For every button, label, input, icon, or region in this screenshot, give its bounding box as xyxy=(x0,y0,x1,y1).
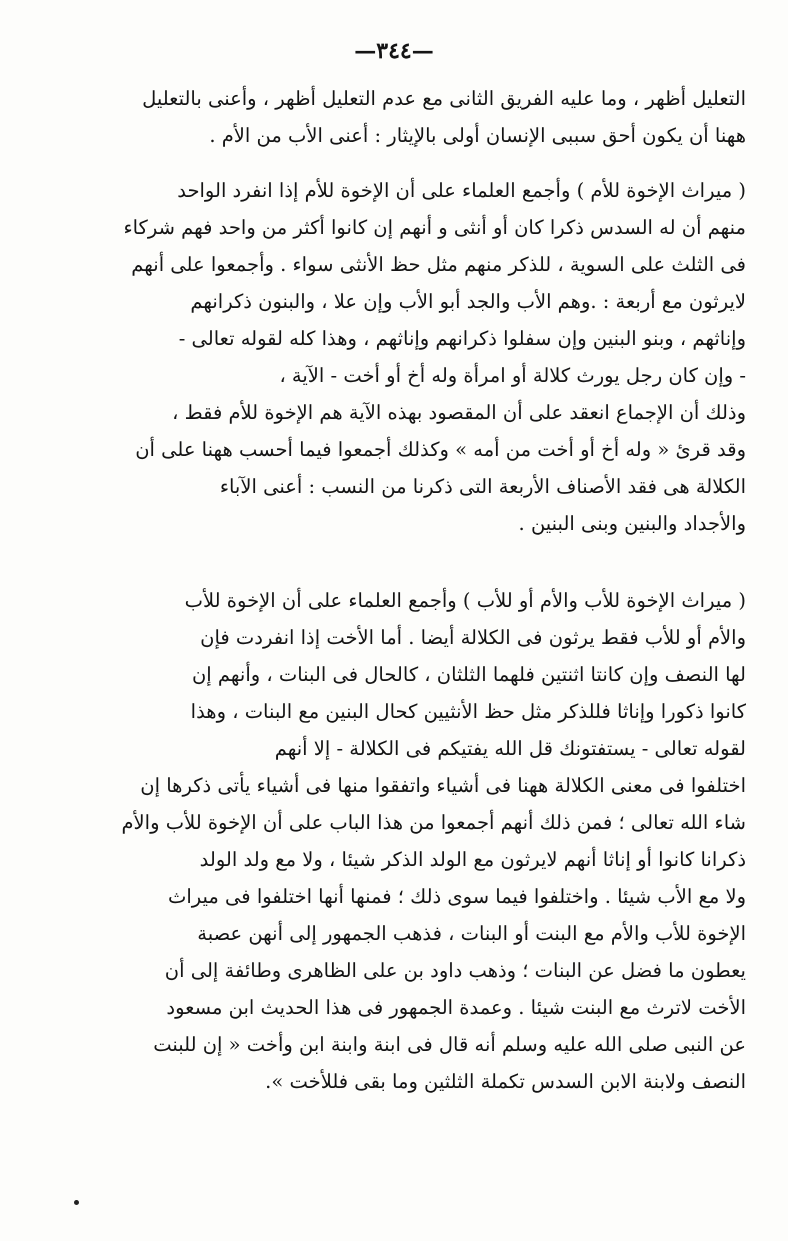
text-line: وقد قرئ « وله أخ أو أخت من أمه » وكذلك أجمعوا فيما أحسب ههنا على أن xyxy=(135,438,746,461)
text-line: منهم أن له السدس ذكرا كان أو أنثى و أنهم إن كانوا أكثر من واحد فهم شركاء xyxy=(123,216,746,239)
text-line: كانوا ذكورا وإناثا فللذكر مثل حظ الأنثيين كحال البنين مع البنات ، وهذا xyxy=(190,700,746,723)
paragraph-2-maternal-siblings xyxy=(46,172,746,542)
text-line: فى الثلث على السوية ، للذكر منهم مثل حظ الأنثى سواء . وأجمعوا على أنهم xyxy=(131,253,746,276)
text-line: شاء الله تعالى ؛ فمن ذلك أنهم أجمعوا من هذا الباب على أن الإخوة للأب والأم xyxy=(121,811,746,834)
text-line: والأجداد والبنين وبنى البنين . xyxy=(518,512,746,535)
text-line: ههنا أن يكون أحق سببى الإنسان أولى بالإيثار : أعنى الأب من الأم . xyxy=(209,124,746,147)
text-line: ذكرانا كانوا أو إناثا أنهم لايرثون مع الولد الذكر شيئا ، ولا مع ولد الولد xyxy=(199,848,746,871)
paragraph-1 xyxy=(46,80,746,154)
text-line: الأخت لاترث مع البنت شيئا . وعمدة الجمهور فى هذا الحديث ابن مسعود xyxy=(166,996,746,1019)
quran-verse-line: لقوله تعالى - يستفتونك قل الله يفتيكم فى الكلالة - إلا أنهم xyxy=(274,737,746,760)
text-line: اختلفوا فى معنى الكلالة ههنا فى أشياء واتفقوا منها فى أشياء يأتى ذكرها إن xyxy=(140,774,746,797)
text-line: الإخوة للأب والأم مع البنت أو البنات ، فذهب الجمهور إلى أنهن عصبة xyxy=(197,922,746,945)
ink-dot xyxy=(74,1200,79,1205)
text-line: وذلك أن الإجماع انعقد على أن المقصود بهذه الآية هم الإخوة للأم فقط ، xyxy=(172,401,746,424)
text-line: والأم أو للأب فقط يرثون فى الكلالة أيضا . أما الأخت إذا انفردت فإن xyxy=(200,626,746,649)
text-line: ولا مع الأب شيئا . واختلفوا فيما سوى ذلك ؛ فمنها أنها اختلفوا فى ميراث xyxy=(167,885,746,908)
hadith-line: النصف ولابنة الابن السدس تكملة الثلثين وما بقى فللأخت ». xyxy=(265,1070,746,1093)
paragraph-3-full-siblings xyxy=(46,582,746,1100)
quran-verse-line: - وإن كان رجل يورث كلالة أو امرأة وله أخ أو أخت - الآية ، xyxy=(279,364,746,387)
text-line: ( ميراث الإخوة للأم ) وأجمع العلماء على أن الإخوة للأم إذا انفرد الواحد xyxy=(177,179,746,202)
text-line: يعطون ما فضل عن البنات ؛ وذهب داود بن على الظاهرى وطائفة إلى أن xyxy=(164,959,746,982)
text-line: لايرثون مع أربعة : .وهم الأب والجد أبو الأب وإن علا ، والبنون ذكرانهم xyxy=(190,290,746,313)
text-line: وإناثهم ، وبنو البنين وإن سفلوا ذكرانهم وإناثهم ، وهذا كله لقوله تعالى - xyxy=(178,327,746,350)
text-line: التعليل أظهر ، وما عليه الفريق الثانى مع عدم التعليل أظهر ، وأعنى بالتعليل xyxy=(142,87,746,110)
text-line: الكلالة هى فقد الأصناف الأربعة التى ذكرنا من النسب : أعنى الآباء xyxy=(219,475,746,498)
text-line: عن النبى صلى الله عليه وسلم أنه قال فى ابنة وابنة ابن وأخت « إن للبنت xyxy=(153,1033,746,1056)
text-line: ( ميراث الإخوة للأب والأم أو للأب ) وأجمع العلماء على أن الإخوة للأب xyxy=(184,589,746,612)
page-number: —٣٤٤— xyxy=(354,38,434,64)
text-line: لها النصف وإن كانتا اثنتين فلهما الثلثان ، كالحال فى البنات ، وأنهم إن xyxy=(191,663,746,686)
